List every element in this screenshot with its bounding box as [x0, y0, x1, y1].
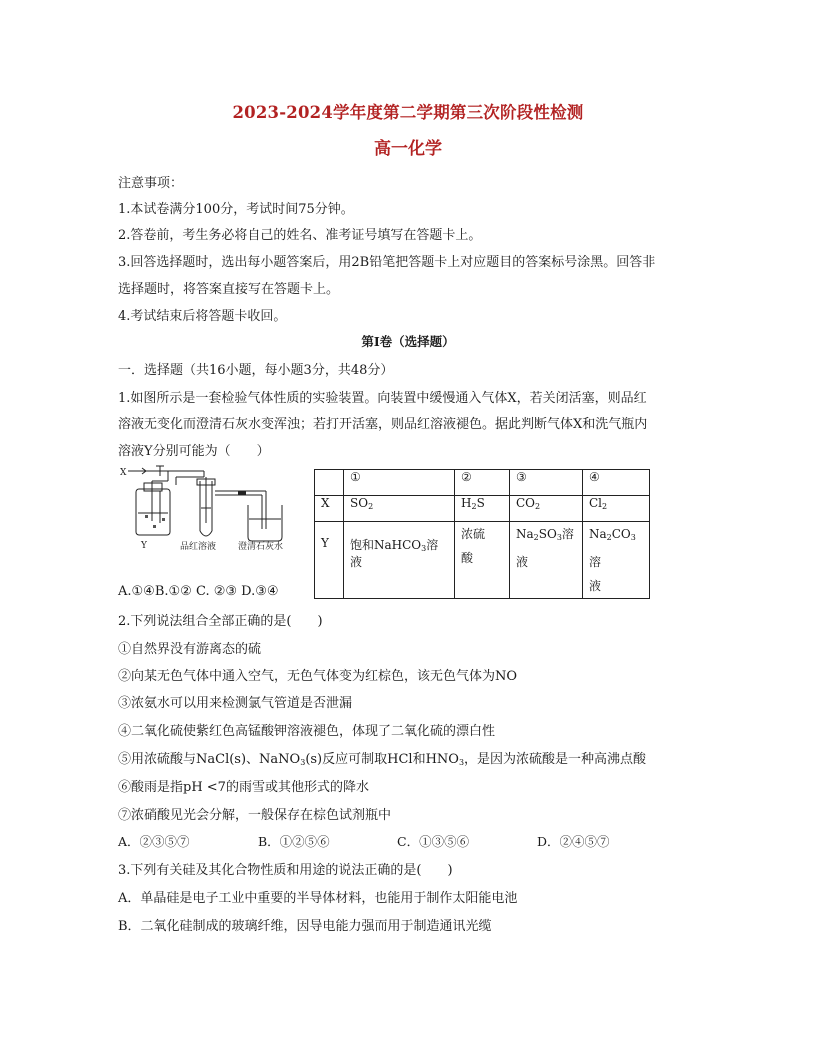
page-subtitle: 高一化学 [374, 139, 442, 159]
table-cell: $Cl_2$ [583, 496, 650, 522]
row-label: X [315, 496, 344, 522]
question-1-options: A.①④B.①② C. ②③ D.③④ [118, 584, 279, 599]
table-cell: $CO_2$ [510, 496, 583, 522]
option-c: C．①③⑤⑥ [397, 834, 470, 849]
statement: ⑦浓硝酸见光会分解，一般保存在棕色试剂瓶中 [118, 808, 392, 823]
magenta-solution-label: 品红溶液 [180, 542, 217, 552]
option-b: B．①②⑤⑥ [258, 834, 330, 849]
table-cell: 饱和NaHCO$_3$溶液 [344, 522, 455, 599]
statement: ①自然界没有游离态的硫 [118, 642, 262, 657]
question-3-stem: 3.下列有关硅及其化合物性质和用途的说法正确的是( ) [118, 863, 453, 878]
table-header: ④ [583, 470, 650, 496]
option-b: B．二氧化硅制成的玻璃纤维，因导电能力强而用于制造通讯光缆 [118, 919, 492, 934]
statement: ②向某无色气体中通入空气，无色气体变为红棕色，该无色气体为NO [118, 669, 518, 684]
section-title: 第Ⅰ卷（选择题） [361, 334, 455, 349]
table-cell: $Na_2SO_3$溶 液 [510, 522, 583, 599]
statement: ⑤用浓硫酸与NaCl(s)、NaNO$_3$(s)反应可制取HCl和$HNO_3$，是因为浓硫酸是一种高沸点酸 [118, 752, 647, 767]
notes-heading: 注意事项： [118, 176, 184, 191]
limewater-label: 澄清石灰水 [238, 542, 284, 552]
option-a: A．单晶硅是电子工业中重要的半导体材料，也能用于制作太阳能电池 [118, 891, 518, 906]
question-2-stem: 2.下列说法组合全部正确的是( ) [118, 614, 323, 629]
part-heading: 一．选择题（共16小题，每小题3分，共48分） [118, 363, 394, 378]
question-1-line: 溶液无变化而澄清石灰水变浑浊；若打开活塞，则品红溶液褪色。据此判断气体X和洗气瓶内 [118, 417, 648, 432]
question-1-line: 1.如图所示是一套检验气体性质的实验装置。向装置中缓慢通入气体X，若关闭活塞，则品红 [118, 391, 647, 406]
note-item: 3.回答选择题时，选出每小题答案后，用2B铅笔把答题卡上对应题目的答案标号涂黑。回答非 [118, 255, 656, 270]
option-a: A．②③⑤⑦ [118, 834, 190, 849]
option-d: D．②④⑤⑦ [537, 834, 610, 849]
table-header: ② [455, 470, 510, 496]
bottle-y-label: Y [141, 541, 147, 551]
page-title: 2023-2024学年度第二学期第三次阶段性检测 [232, 103, 584, 122]
statement: ⑥酸雨是指pH <7的雨雪或其他形式的降水 [118, 780, 369, 795]
table-cell: $SO_2$ [344, 496, 455, 522]
question-1-table [314, 469, 650, 599]
table-cell: $H_2S$ [455, 496, 510, 522]
table-cell: $Na_2CO_3$溶 液 [583, 522, 650, 599]
note-item: 2.答卷前，考生务必将自己的姓名、准考证号填写在答题卡上。 [118, 228, 482, 243]
table-header: ③ [510, 470, 583, 496]
statement: ③浓氨水可以用来检测氯气管道是否泄漏 [118, 696, 353, 711]
gas-test-apparatus-diagram [118, 463, 298, 558]
table-cell: 浓硫 酸 [455, 522, 510, 599]
question-1-line: 溶液Y分别可能为（ ） [118, 444, 270, 459]
note-item: 选择题时，将答案直接写在答题卡上。 [118, 282, 340, 297]
gas-x-label: X [120, 468, 127, 478]
note-item: 1.本试卷满分100分，考试时间75分钟。 [118, 202, 354, 217]
row-label: Y [315, 522, 344, 599]
table-header: ① [344, 470, 455, 496]
note-item: 4.考试结束后将答题卡收回。 [118, 309, 287, 324]
statement: ④二氧化硫使紫红色高锰酸钾溶液褪色，体现了二氧化硫的漂白性 [118, 724, 496, 739]
